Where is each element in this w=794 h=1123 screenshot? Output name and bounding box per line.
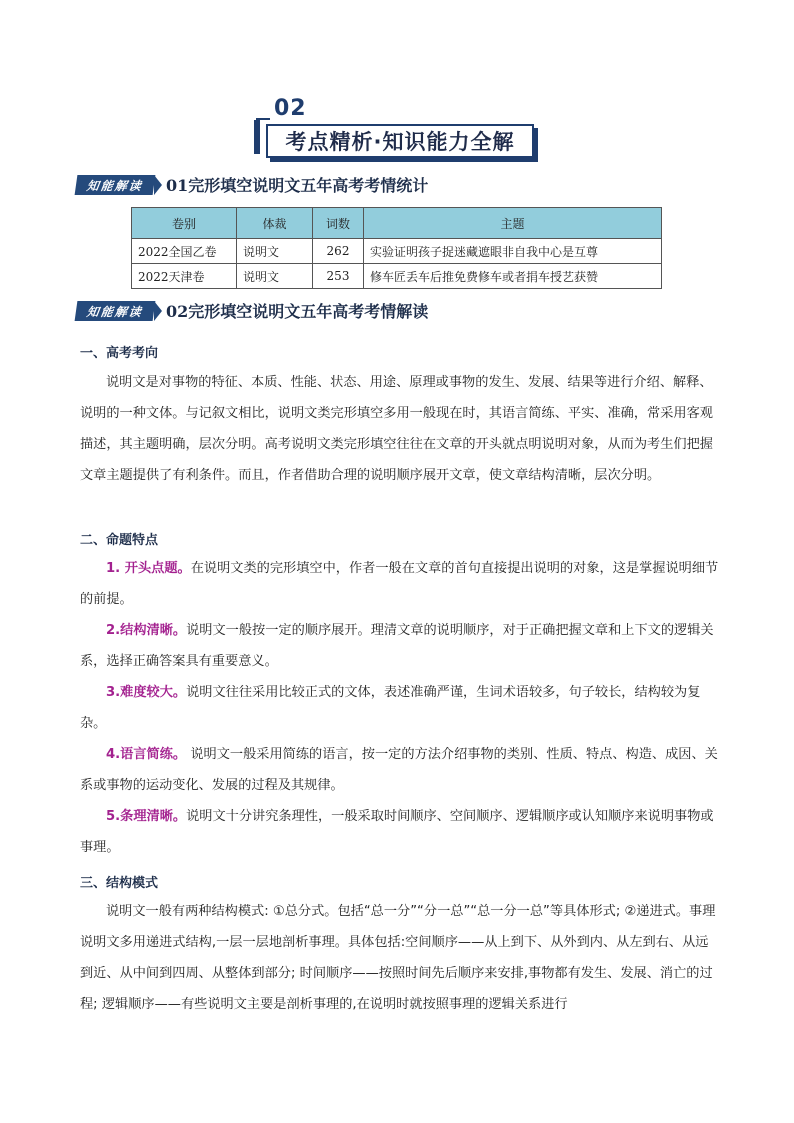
paragraph-structure xyxy=(80,896,720,1020)
feature-lead: 3.难度较大。 xyxy=(106,685,187,700)
section-heading-1 xyxy=(76,173,428,196)
paragraph-text: 说明文一般有两种结构模式: ①总分式。包括“总一分”“分一总”“总一分一总”等具体形式; ②递进式。事理说明文多用递进式结构,一层一层地剖析事理。具体包括:空间顺序——从上到下、从外到内、从左到右、从远到近、从中间到四周、从整体到部分; 时间顺序——按照时间先后顺序来安排,事物都有发生、发展、消亡的过程; 逻辑顺序——有些说明文主要是剖析事理的,在说明时就按照事理的逻辑关系进行 xyxy=(80,904,716,1012)
paragraph-text: 说明文是对事物的特征、本质、性能、状态、用途、原理或事物的发生、发展、结果等进行介绍、解释、说明的一种文体。与记叙文相比，说明文类完形填空多用一般现在时，其语言简练、平实、准确，常采用客观描述，其主题明确，层次分明。高考说明文类完形填空往往在文章的开头就点明说明对象，从而为考生们把握文章主题提供了有利条件。而且，作者借助合理的说明顺序展开文章，使文章结构清晰，层次分明。 xyxy=(80,375,713,483)
table-header-row xyxy=(132,208,662,239)
header-cell: 词数 xyxy=(313,208,364,239)
tag-arrow-icon xyxy=(154,175,162,195)
exam-stats-table xyxy=(131,207,662,289)
feature-lead: 1. 开头点题。 xyxy=(106,561,191,576)
features-list xyxy=(80,553,720,863)
feature-text: 说明文往往采用比较正式的文体，表述准确严谨，生词术语较多，句子较长，结构较为复杂。 xyxy=(80,685,701,731)
feature-text: 说明文一般采用简练的语言，按一定的方法介绍事物的类别、性质、特点、构造、成因、关系或事物的运动变化、发展的过程及其规律。 xyxy=(80,747,718,793)
table-row xyxy=(132,264,662,289)
feature-item xyxy=(80,801,720,863)
section-tag: 知能解读 xyxy=(75,301,156,321)
section-number: 02 xyxy=(274,96,307,121)
table-cell: 说明文 xyxy=(237,264,313,289)
section-title: 01完形填空说明文五年高考考情统计 xyxy=(166,176,429,195)
header-cell: 卷别 xyxy=(132,208,237,239)
table-cell: 修车匠丢车后推免费修车或者捐车授艺获赞 xyxy=(364,264,662,289)
table-cell: 262 xyxy=(313,239,364,264)
header-cell: 主题 xyxy=(364,208,662,239)
table-row xyxy=(132,239,662,264)
feature-text: 说明文一般按一定的顺序展开。理清文章的说明顺序，对于正确把握文章和上下文的逻辑关系，选择正确答案具有重要意义。 xyxy=(80,623,714,669)
table-cell: 2022天津卷 xyxy=(132,264,237,289)
feature-item xyxy=(80,615,720,677)
feature-item xyxy=(80,739,720,801)
section-banner-title: 考点精析·知识能力全解 xyxy=(266,124,534,158)
section-title: 02完形填空说明文五年高考考情解读 xyxy=(166,302,429,321)
section-tag: 知能解读 xyxy=(75,175,156,195)
feature-lead: 2.结构清晰。 xyxy=(106,623,187,638)
paragraph-exam-trend xyxy=(80,367,720,491)
feature-lead: 5.条理清晰。 xyxy=(106,809,187,824)
heading-structure: 三、结构模式 xyxy=(80,876,159,891)
header-cell: 体裁 xyxy=(237,208,313,239)
table-cell: 说明文 xyxy=(237,239,313,264)
table-cell: 2022全国乙卷 xyxy=(132,239,237,264)
heading-features: 二、命题特点 xyxy=(80,533,159,548)
feature-item xyxy=(80,553,720,615)
feature-text: 说明文十分讲究条理性，一般采取时间顺序、空间顺序、逻辑顺序或认知顺序来说明事物或事理。 xyxy=(80,809,714,855)
heading-exam-trend: 一、高考考向 xyxy=(80,346,159,361)
tag-arrow-icon xyxy=(154,301,162,321)
feature-item xyxy=(80,677,720,739)
table-cell: 实验证明孩子捉迷藏遮眼非自我中心是互尊 xyxy=(364,239,662,264)
feature-lead: 4.语言简练。 xyxy=(106,747,187,762)
feature-text: 在说明文类的完形填空中，作者一般在文章的首句直接提出说明的对象，这是掌握说明细节的前提。 xyxy=(80,561,719,607)
banner-decoration-bar xyxy=(254,120,260,154)
table-cell: 253 xyxy=(313,264,364,289)
section-heading-2 xyxy=(76,299,428,322)
